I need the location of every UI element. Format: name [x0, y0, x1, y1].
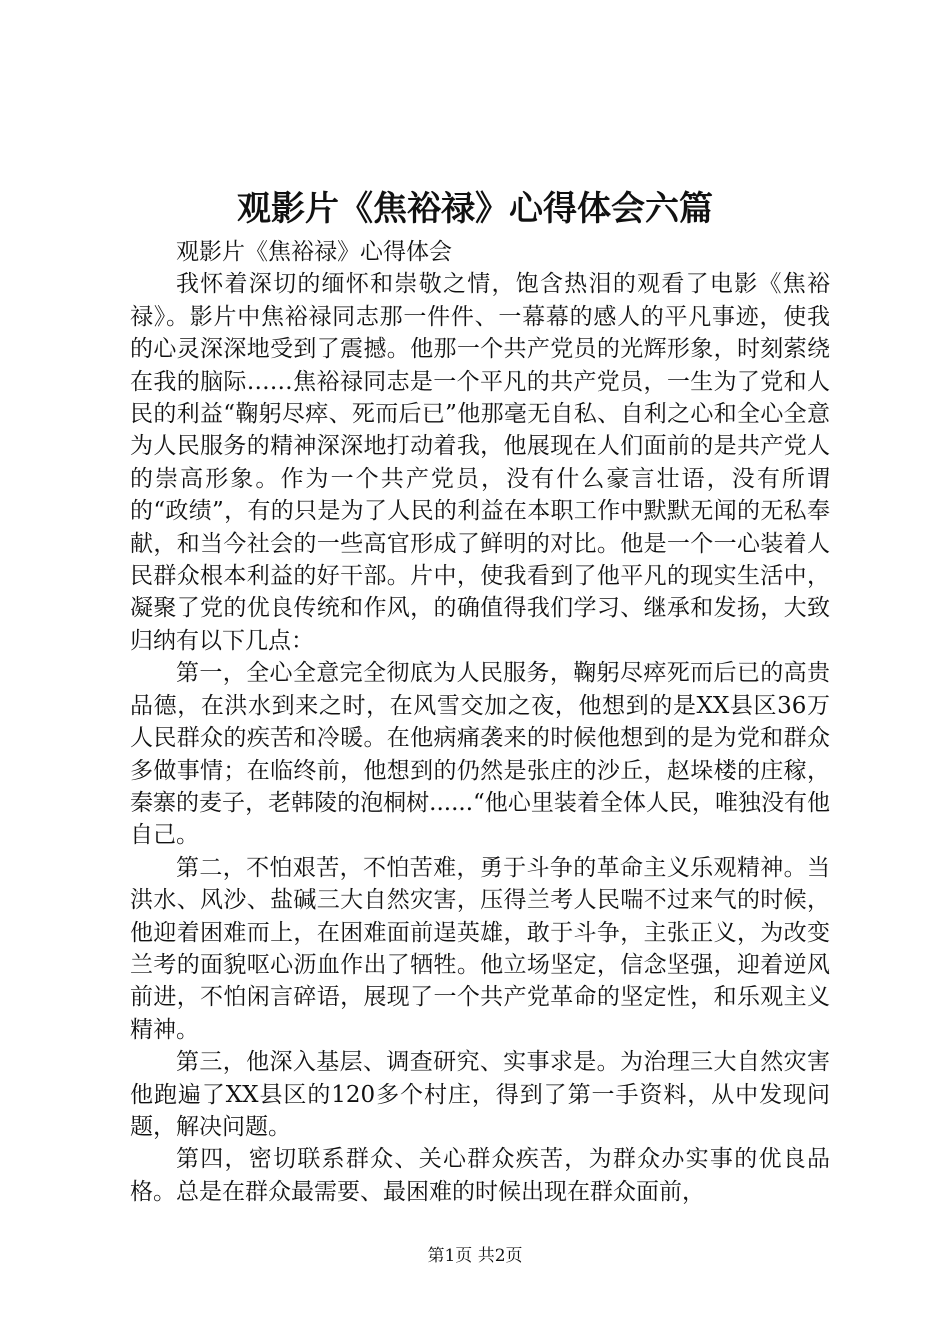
point-one-paragraph: 第一，全心全意完全彻底为人民服务，鞠躬尽瘁死而后已的高贵品德，在洪水到来之时，在风雪交加之夜，他想到的是XX县区36万人民群众的疾苦和冷暖。在他病痛袭来的时候他想到的是为党和群众多做事情；在临终前，他想到的仍然是张庄的沙丘，赵垛楼的庄稼，秦寨的麦子，老韩陵的泡桐树......“他心里装着全体人民，唯独没有他自己。: [130, 660, 830, 849]
point-three-paragraph: 第三，他深入基层、调查研究、实事求是。为治理三大自然灾害他跑遍了XX县区的120多个村庄，得到了第一手资料，从中发现问题，解决问题。: [130, 1049, 830, 1140]
document-body: [130, 236, 830, 1208]
point-two-paragraph: 第二，不怕艰苦，不怕苦难，勇于斗争的革命主义乐观精神。当洪水、风沙、盐碱三大自然灾害，压得兰考人民喘不过来气的时候，他迎着困难而上，在困难面前逞英雄，敢于斗争，主张正义，为改变兰考的面貌呕心沥血作出了牺牲。他立场坚定，信念坚强，迎着逆风前进，不怕闲言碎语，展现了一个共产党革命的坚定性，和乐观主义精神。: [130, 854, 830, 1043]
point-four-paragraph: 第四，密切联系群众、关心群众疾苦，为群众办实事的优良品格。总是在群众最需要、最困难的时候出现在群众面前，: [130, 1146, 830, 1205]
document-title: 观影片《焦裕禄》心得体会六篇: [237, 189, 713, 229]
subtitle-paragraph: 观影片《焦裕禄》心得体会: [176, 239, 452, 265]
page-footer: 第1页 共2页: [427, 1246, 523, 1266]
intro-paragraph: 我怀着深切的缅怀和崇敬之情，饱含热泪的观看了电影《焦裕禄》。影片中焦裕禄同志那一件件、一幕幕的感人的平凡事迹，使我的心灵深深地受到了震撼。他那一个共产党员的光辉形象，时刻萦绕在我的脑际……焦裕禄同志是一个平凡的共产党员，一生为了党和人民的利益“鞠躬尽瘁、死而后已”他那毫无自私、自利之心和全心全意为人民服务的精神深深地打动着我，他展现在人们面前的是共产党人的崇高形象。作为一个共产党员，没有什么豪言壮语，没有所谓的“政绩”，有的只是为了人民的利益在本职工作中默默无闻的无私奉献，和当今社会的一些高官形成了鲜明的对比。他是一个一心装着人民群众根本利益的好干部。片中，使我看到了他平凡的现实生活中，凝聚了党的优良传统和作风，的确值得我们学习、继承和发扬，大致归纳有以下几点：: [130, 271, 830, 654]
